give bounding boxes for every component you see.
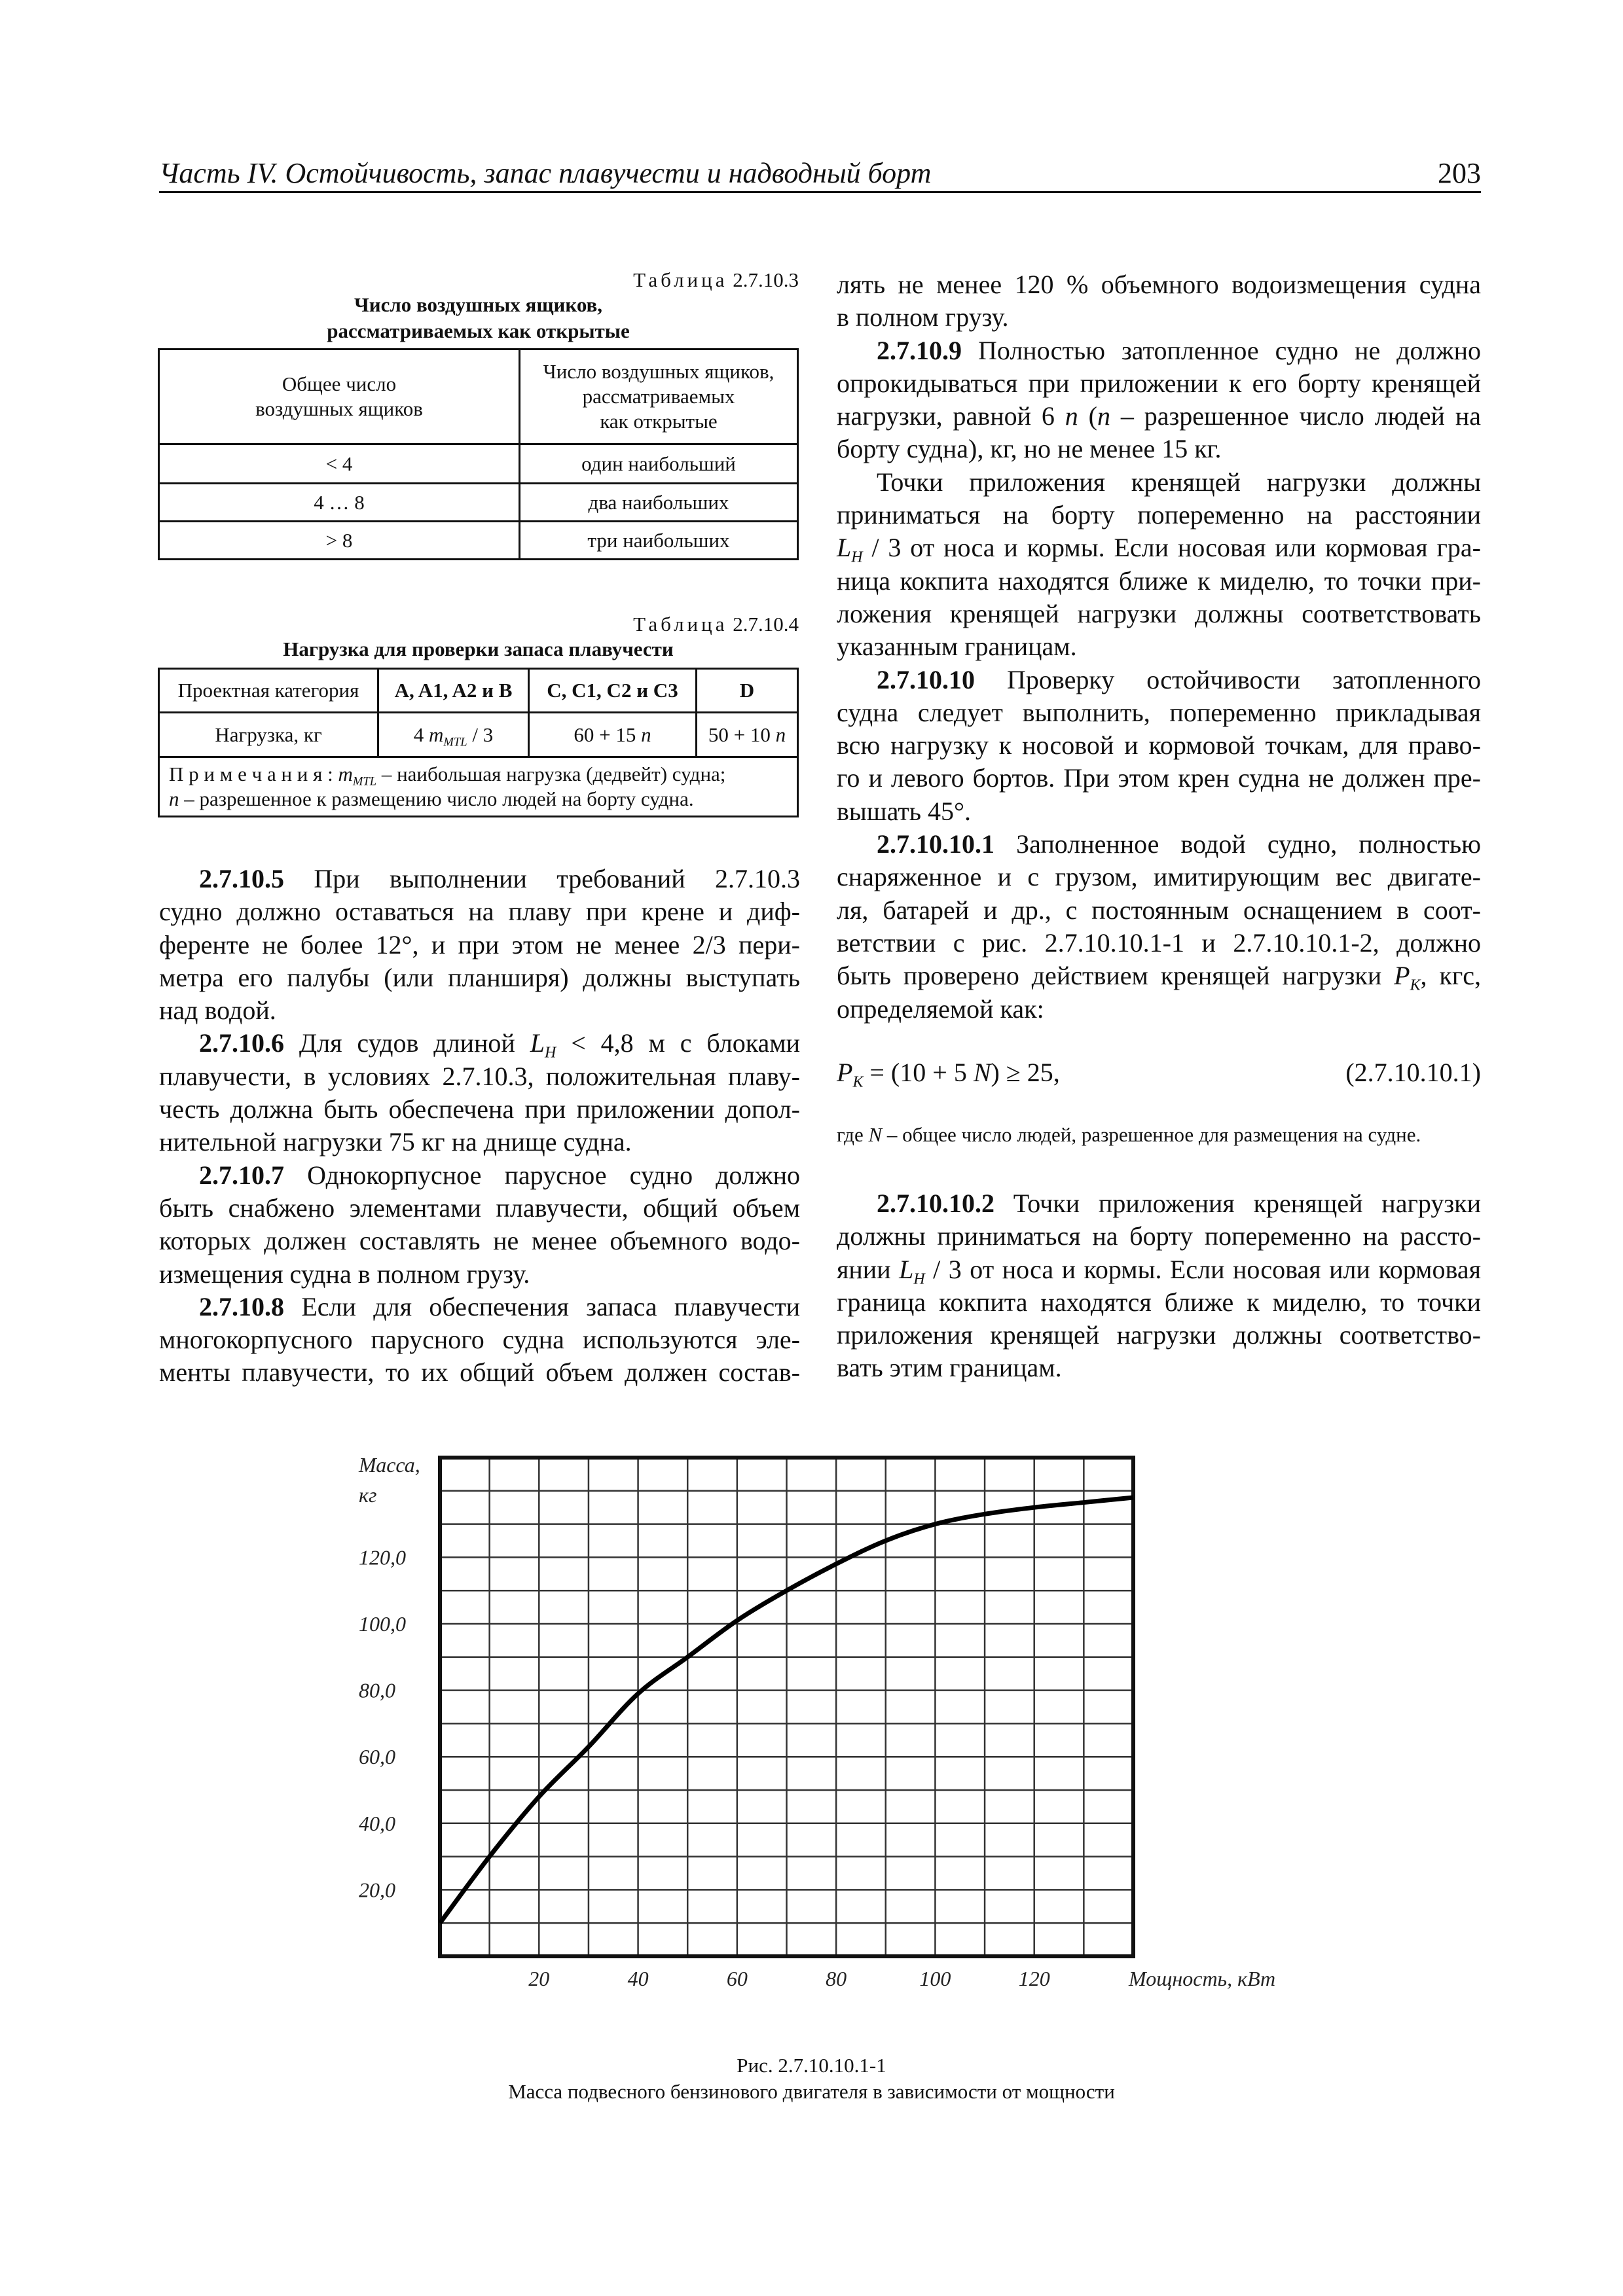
text-run: < 4,8 м с блоками bbox=[556, 1028, 801, 1058]
text-line bbox=[159, 863, 800, 895]
text-run: П р и м е ч а н и я : bbox=[169, 762, 338, 785]
note-line bbox=[169, 787, 788, 812]
header-line: Общее число bbox=[282, 372, 397, 395]
x-axis-label: Мощность, кВт bbox=[1129, 1967, 1276, 1990]
x-tick-label: 40 bbox=[627, 1967, 649, 1990]
text-run: / 3 от носа и кормы. Если носовая или кормовая bbox=[924, 1254, 1481, 1284]
text-run: m bbox=[429, 723, 444, 746]
text-run: – разрешенное число людей на bbox=[1110, 401, 1481, 431]
table-row bbox=[159, 484, 798, 522]
text-run: быть проверено действием кренящей нагрузки bbox=[837, 961, 1395, 991]
paragraph bbox=[159, 1291, 800, 1390]
text-line bbox=[837, 664, 1481, 696]
clause-number: 2.7.10.10 bbox=[877, 664, 975, 694]
load-table bbox=[158, 668, 799, 817]
x-tick-label: 80 bbox=[826, 1967, 847, 1990]
text-line bbox=[837, 531, 1481, 564]
formula bbox=[837, 1056, 1481, 1089]
subscript: H bbox=[544, 1044, 556, 1062]
table-cell: два наибольших bbox=[520, 484, 798, 522]
air-boxes-table bbox=[158, 348, 799, 560]
figure-caption bbox=[0, 2053, 1623, 2105]
text-line: в полном грузу. bbox=[837, 302, 1009, 332]
text-run: Однокорпусное парусное судно должно bbox=[284, 1160, 800, 1190]
header-line: воздушных ящиков bbox=[255, 397, 423, 420]
paragraph bbox=[837, 268, 1481, 334]
subscript: К bbox=[1410, 977, 1421, 994]
table-cell bbox=[378, 713, 529, 757]
table-cell: > 8 bbox=[159, 522, 520, 560]
y-tick-label: 20,0 bbox=[359, 1878, 395, 1902]
text-line: должны приниматься на борту попеременно на рассто- bbox=[837, 1221, 1481, 1251]
formula-number: (2.7.10.10.1) bbox=[1345, 1058, 1481, 1087]
table-row bbox=[159, 444, 798, 484]
text-line: лять не менее 120 % объемного водоизмещения судна bbox=[837, 270, 1481, 299]
table-caption bbox=[158, 613, 799, 636]
page-number: 203 bbox=[1438, 157, 1481, 189]
text-run: 50 + 10 bbox=[708, 723, 776, 746]
header-line: как открытые bbox=[600, 410, 718, 433]
y-axis-label: кг bbox=[359, 1483, 377, 1507]
subscript: MTL bbox=[443, 735, 467, 749]
text-run: L bbox=[899, 1254, 914, 1284]
text-run: N bbox=[868, 1123, 883, 1146]
x-tick-label: 100 bbox=[919, 1967, 951, 1990]
table-cell: 4 … 8 bbox=[159, 484, 520, 522]
text-run: n bbox=[641, 723, 651, 746]
subscript: H bbox=[851, 548, 863, 566]
y-tick-label: 100,0 bbox=[359, 1612, 406, 1636]
text-line bbox=[159, 1291, 800, 1323]
table-cell: < 4 bbox=[159, 444, 520, 484]
clause-number: 2.7.10.6 bbox=[199, 1028, 284, 1058]
table-2-7-10-4-block bbox=[158, 613, 799, 817]
text-line: приложения кренящей нагрузки должны соответство- bbox=[837, 1320, 1481, 1350]
text-run: янии bbox=[837, 1254, 900, 1284]
subscript: MTL bbox=[352, 774, 377, 789]
clause-number: 2.7.10.5 bbox=[199, 864, 284, 893]
text-run: n bbox=[775, 723, 786, 746]
text-line: ференте не более 12°, и при этом не менее 2/3 пери- bbox=[159, 929, 800, 960]
text-line: нительной нагрузки 75 кг на днище судна. bbox=[159, 1127, 632, 1157]
text-run: P bbox=[1394, 961, 1410, 991]
text-line: менты плавучести, то их общий объем должен состав- bbox=[159, 1357, 800, 1388]
text-line: определяемой как: bbox=[837, 994, 1044, 1024]
y-tick-label: 80,0 bbox=[359, 1678, 395, 1702]
text-line: судно должно оставаться на плаву при крене и диф- bbox=[159, 897, 800, 927]
text-run: m bbox=[338, 762, 353, 785]
text-run: / 3 bbox=[467, 723, 494, 746]
text-run: где bbox=[837, 1123, 869, 1146]
mass-power-chart bbox=[0, 1427, 1623, 2016]
text-run: n bbox=[1097, 401, 1110, 431]
text-line: опрокидываться при приложении к его борту кренящей bbox=[837, 368, 1481, 398]
text-line bbox=[159, 1027, 800, 1060]
text-line: честь должна быть обеспечена при приложении допол- bbox=[159, 1094, 800, 1124]
text-run: Полностью затопленное судно не должно bbox=[962, 335, 1481, 365]
header-cell: Проектная категория bbox=[159, 669, 378, 713]
text-run: n bbox=[169, 787, 179, 810]
text-line: плавучести, в условиях 2.7.10.3, положительная плаву- bbox=[159, 1061, 800, 1091]
text-line: над водой. bbox=[159, 996, 276, 1026]
paragraph bbox=[837, 1187, 1481, 1385]
header-title: Часть IV. Остойчивость, запас плавучести и надводный борт bbox=[159, 157, 932, 189]
formula-where bbox=[837, 1122, 1481, 1148]
paragraph bbox=[837, 466, 1481, 664]
paragraph bbox=[837, 828, 1481, 1026]
header-cell bbox=[520, 350, 798, 444]
text-run: , кгс, bbox=[1420, 961, 1482, 991]
text-run: 60 + 15 bbox=[574, 723, 642, 746]
text-line: многокорпусного парусного судна используются эле- bbox=[159, 1325, 800, 1355]
paragraph bbox=[159, 1027, 800, 1158]
text-run: – общее число людей, разрешенное для размещения на судне. bbox=[882, 1123, 1421, 1146]
text-line: ветствии с рис. 2.7.10.10.1-1 и 2.7.10.10.1-2, должно bbox=[837, 927, 1481, 958]
text-line: ложения кренящей нагрузки должны соответствовать bbox=[837, 598, 1481, 628]
table-caption bbox=[158, 268, 799, 292]
text-line: вать этим границам. bbox=[837, 1353, 1062, 1383]
y-axis-label: Масса, bbox=[359, 1453, 420, 1477]
note-line bbox=[169, 762, 788, 787]
table-cell: три наибольших bbox=[520, 522, 798, 560]
text-line bbox=[837, 960, 1481, 992]
table-note bbox=[159, 757, 798, 817]
table-title: Нагрузка для проверки запаса плавучести bbox=[283, 637, 674, 660]
text-line bbox=[837, 1187, 1481, 1220]
text-run: нагрузки, равной 6 bbox=[837, 401, 1065, 431]
table-number: 2.7.10.4 bbox=[733, 613, 799, 636]
text-run: – разрешенное к размещению число людей на борту судна. bbox=[179, 787, 694, 810]
header-line: рассматриваемых bbox=[582, 385, 735, 408]
header-cell bbox=[159, 350, 520, 444]
paragraph bbox=[837, 664, 1481, 828]
text-line: быть снабжено элементами плавучести, общий объем bbox=[159, 1193, 800, 1223]
text-line: приниматься на борту попеременно на расстоянии bbox=[837, 500, 1481, 530]
text-run: n bbox=[1065, 401, 1078, 431]
figure-subtitle: Масса подвесного бензинового двигателя в зависимости от мощности bbox=[508, 2080, 1115, 2103]
text-line: судна следует выполнить, попеременно прикладывая bbox=[837, 697, 1481, 727]
text-run: Для судов длиной bbox=[284, 1028, 530, 1058]
table-row bbox=[159, 713, 798, 757]
text-run: N bbox=[973, 1058, 991, 1087]
text-run: Проверку остойчивости затопленного bbox=[975, 664, 1481, 694]
text-line: вышать 45°. bbox=[837, 796, 971, 826]
text-run: = (10 + 5 bbox=[863, 1058, 974, 1087]
text-run: ) ≥ 25, bbox=[991, 1058, 1060, 1087]
text-line: граница кокпита находятся ближе к миделю, то точки bbox=[837, 1287, 1481, 1317]
text-run: Заполненное водой судно, полностью bbox=[994, 829, 1481, 859]
table-number: 2.7.10.3 bbox=[733, 268, 799, 291]
table-title bbox=[158, 292, 799, 344]
text-run: Если для обеспечения запаса плавучести bbox=[284, 1291, 800, 1321]
left-column bbox=[159, 863, 800, 1390]
text-line: указанным границам. bbox=[837, 632, 1077, 662]
x-tick-label: 20 bbox=[528, 1967, 550, 1990]
y-tick-label: 60,0 bbox=[359, 1745, 395, 1769]
text-run: L bbox=[530, 1028, 545, 1058]
paragraph bbox=[159, 1159, 800, 1291]
y-tick-label: 40,0 bbox=[359, 1811, 395, 1835]
text-line: которых должен составлять не менее объемного водо- bbox=[159, 1226, 800, 1256]
text-line bbox=[837, 400, 1481, 433]
table-cell bbox=[529, 713, 697, 757]
table-row bbox=[159, 522, 798, 560]
text-line bbox=[837, 334, 1481, 367]
right-column-2 bbox=[837, 1187, 1481, 1385]
figure-title: Рис. 2.7.10.10.1-1 bbox=[737, 2054, 886, 2077]
text-line: борту судна), кг, но не менее 15 кг. bbox=[837, 434, 1222, 464]
text-line: го и левого бортов. При этом крен судна не должен пре- bbox=[837, 763, 1481, 793]
header-cell: A, A1, A2 и B bbox=[378, 669, 529, 713]
y-tick-label: 120,0 bbox=[359, 1545, 406, 1570]
text-run: При выполнении требований 2.7.10.3 bbox=[284, 864, 800, 893]
clause-number: 2.7.10.10.2 bbox=[877, 1189, 994, 1218]
text-line: Точки приложения кренящей нагрузки должны bbox=[877, 467, 1481, 497]
page-header bbox=[159, 156, 1481, 193]
table-2-7-10-3-block bbox=[158, 268, 799, 560]
table-label: Таблица bbox=[633, 268, 728, 291]
text-line: снаряженное и с грузом, имитирующим вес двигате- bbox=[837, 862, 1481, 892]
text-run: Точки приложения кренящей нагрузки bbox=[994, 1189, 1481, 1218]
text-line bbox=[837, 1253, 1481, 1286]
table-header-row bbox=[159, 669, 798, 713]
header-line: Число воздушных ящиков, bbox=[543, 360, 775, 383]
text-line: ля, батарей и др., с постоянным оснащением в соот- bbox=[837, 895, 1481, 925]
table-label: Таблица bbox=[633, 613, 728, 636]
header-cell: D bbox=[697, 669, 798, 713]
text-line: ница кокпита находятся ближе к миделю, то точки при- bbox=[837, 565, 1481, 596]
text-run: P bbox=[837, 1058, 853, 1087]
text-line: измещения судна в полном грузу. bbox=[159, 1259, 530, 1289]
text-line: метра его палубы (или планширя) должны выступать bbox=[159, 962, 800, 992]
text-run: 4 bbox=[413, 723, 429, 746]
clause-number: 2.7.10.7 bbox=[199, 1160, 284, 1190]
subscript: H bbox=[913, 1270, 925, 1287]
clause-number: 2.7.10.10.1 bbox=[877, 829, 994, 859]
table-cell bbox=[697, 713, 798, 757]
table-title-line: рассматриваемых как открытые bbox=[327, 319, 630, 342]
header-cell: C, C1, C2 и C3 bbox=[529, 669, 697, 713]
x-tick-label: 120 bbox=[1018, 1967, 1050, 1990]
subscript: К bbox=[852, 1073, 864, 1091]
x-tick-label: 60 bbox=[726, 1967, 748, 1990]
table-cell: один наибольший bbox=[520, 444, 798, 484]
right-column bbox=[837, 268, 1481, 1026]
table-header-row bbox=[159, 350, 798, 444]
formula-expression bbox=[837, 1058, 1060, 1091]
clause-number: 2.7.10.8 bbox=[199, 1291, 284, 1321]
text-run: L bbox=[837, 533, 852, 563]
text-run: ( bbox=[1078, 401, 1097, 431]
text-line bbox=[159, 1159, 800, 1192]
table-title-line: Число воздушных ящиков, bbox=[354, 293, 603, 316]
text-run: / 3 от носа и кормы. Если носовая или кормовая гра- bbox=[862, 533, 1481, 563]
paragraph bbox=[837, 334, 1481, 466]
text-line: всю нагрузку к носовой и кормовой точкам, для право- bbox=[837, 730, 1481, 761]
text-run: – наибольшая нагрузка (дедвейт) судна; bbox=[376, 762, 726, 785]
clause-number: 2.7.10.9 bbox=[877, 335, 962, 365]
paragraph bbox=[159, 863, 800, 1027]
table-note-row bbox=[159, 757, 798, 817]
table-cell: Нагрузка, кг bbox=[159, 713, 378, 757]
text-line bbox=[837, 828, 1481, 861]
